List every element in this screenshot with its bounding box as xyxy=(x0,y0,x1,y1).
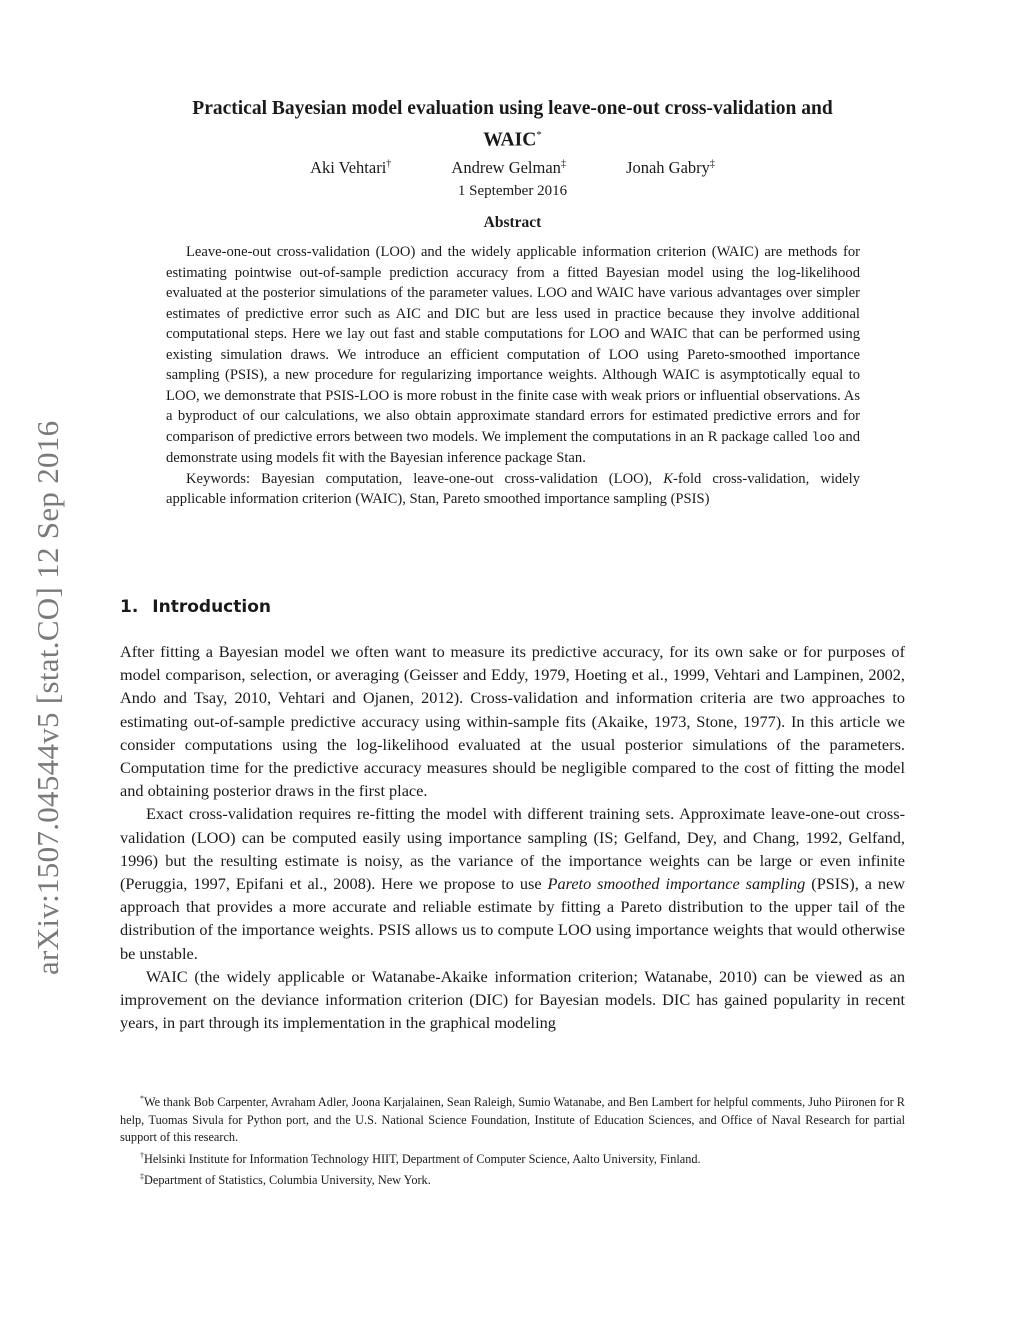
body-paragraph-3: WAIC (the widely applicable or Watanabe-Akaike information criterion; Watanabe, 2010) can be viewed as an improvement on the deviance information criterion (DIC) for Bayesian models. DIC has gained popularity in recent years, in part through its implementation in the graphical modeling xyxy=(120,966,905,1033)
footnote-mark: * xyxy=(140,1094,144,1103)
abstract-heading: Abstract xyxy=(483,214,542,231)
author-affiliation-mark: ‡ xyxy=(709,158,715,170)
title-footnote-mark: * xyxy=(536,129,542,141)
footnote-text: Department of Statistics, Columbia University, New York. xyxy=(144,1173,431,1188)
emphasized-term: Pareto smoothed importance sampling xyxy=(547,874,806,894)
section-title: Introduction xyxy=(152,597,271,617)
package-name-code: loo xyxy=(811,429,836,445)
author-vehtari xyxy=(310,158,391,178)
section-number: 1. xyxy=(120,597,139,617)
author-gelman xyxy=(451,158,566,178)
abstract-body xyxy=(166,242,860,510)
keywords-k-symbol: K xyxy=(663,470,673,487)
author-list xyxy=(120,158,905,178)
footnote-text: We thank Bob Carpenter, Avraham Adler, Joona Karjalainen, Sean Raleigh, Sumio Watanabe, and Ben Lambert for helpful comments, Juho Piironen for R help, Tuomas Sivula for Python port, and the U.S. National Science Foundation, Institute of Education Sciences, and Office of Naval Research for partial support of this research. xyxy=(120,1095,905,1145)
footnote-text: Helsinki Institute for Information Technology HIIT, Department of Computer Science, Aalto University, Finland. xyxy=(144,1151,701,1166)
section-heading-introduction xyxy=(120,597,271,617)
footnote-affiliation-vehtari xyxy=(120,1147,905,1169)
title-line-1: Practical Bayesian model evaluation using leave-one-out cross-validation and xyxy=(192,98,833,119)
body-paragraph-1: After fitting a Bayesian model we often want to measure its predictive accuracy, for its own sake or for purposes of model comparison, selection, or averaging (Geisser and Eddy, 1979, Hoeting et al., 1999, Vehtari and Lampinen, 2002, Ando and Tsay, 2010, Vehtari and Ojanen, 2012). Cross-validation and information criteria are two approaches to estimating out-of-sample predictive accuracy using within-sample fits (Akaike, 1973, Stone, 1977). In this article we consider computations using the log-likelihood evaluated at the usual posterior simulations of the parameters. Computation time for the predictive accuracy measures should be negligible compared to the cost of fitting the model and obtaining posterior draws in the first place. xyxy=(120,642,905,801)
footnote-mark: ‡ xyxy=(140,1172,144,1182)
title-line-2 xyxy=(120,122,905,154)
footnote-acknowledgements xyxy=(120,1090,905,1147)
abstract-paragraph xyxy=(166,242,860,469)
paper-title xyxy=(120,96,905,154)
keywords-text-end: -fold cross-validation, widely applicable information criterion (WAIC), Stan, Pareto smoothed importance sampling (PSIS) xyxy=(166,470,860,507)
footnotes xyxy=(120,1090,905,1190)
body-paragraph-2 xyxy=(120,802,905,964)
author-name: Aki Vehtari xyxy=(310,158,387,177)
author-name: Andrew Gelman xyxy=(451,158,561,177)
abstract-text: Leave-one-out cross-validation (LOO) and the widely applicable information criterion (WAIC) are methods for estimating pointwise out-of-sample prediction accuracy from a fitted Bayesian model using the log-likelihood evaluated at the posterior simulations of the parameter values. LOO and WAIC have various advantages over simpler estimates of predictive error such as AIC and DIC but are less used in practice because they involve additional computational steps. Here we lay out fast and stable computations for LOO and WAIC that can be performed using existing simulation draws. We introduce an efficient computation of LOO using Pareto-smoothed importance sampling (PSIS), a new procedure for regularizing importance weights. Although WAIC is asymptotically equal to LOO, we demonstrate that PSIS-LOO is more robust in the finite case with weak priors or influential observations. As a byproduct of our calculations, we also obtain approximate standard errors for estimated predictive errors and for comparison of predictive errors between two models. We implement the computations in an R package called xyxy=(166,244,860,445)
title-line-2-text: WAIC xyxy=(483,129,537,151)
keywords-paragraph xyxy=(166,469,860,510)
footnote-mark: † xyxy=(140,1150,144,1160)
author-affiliation-mark: † xyxy=(386,158,392,170)
author-name: Jonah Gabry xyxy=(626,158,710,177)
paragraph-text-end: (PSIS), a new approach that provides a more accurate and reliable estimate by fitting a Pareto distribution to the upper tail of the distribution of the importance weights. PSIS allows us to compute LOO using importance weights that would otherwise be unstable. xyxy=(120,874,906,963)
arxiv-identifier-stamp: arXiv:1507.04544v5 [stat.CO] 12 Sep 2016 xyxy=(30,420,65,975)
keywords-text: Keywords: Bayesian computation, leave-one-out cross-validation (LOO), xyxy=(186,470,664,487)
paragraph-text: Exact cross-validation requires re-fitting the model with different training sets. Approximate leave-one-out cross-validation (LOO) can be computed easily using importance sampling (IS; Gelfand, Dey, and Chang, 1992, Gelfand, 1996) but the resulting estimate is noisy, as the variance of the importance weights can be large or even infinite (Peruggia, 1997, Epifani et al., 2008). Here we propose to use xyxy=(120,804,905,894)
abstract-text-end: and demonstrate using models fit with the Bayesian inference package Stan. xyxy=(166,428,860,466)
publication-date: 1 September 2016 xyxy=(457,183,568,199)
author-affiliation-mark: ‡ xyxy=(560,158,566,170)
introduction-body xyxy=(120,640,905,1034)
author-gabry xyxy=(626,158,715,178)
footnote-affiliation-columbia xyxy=(120,1168,905,1190)
